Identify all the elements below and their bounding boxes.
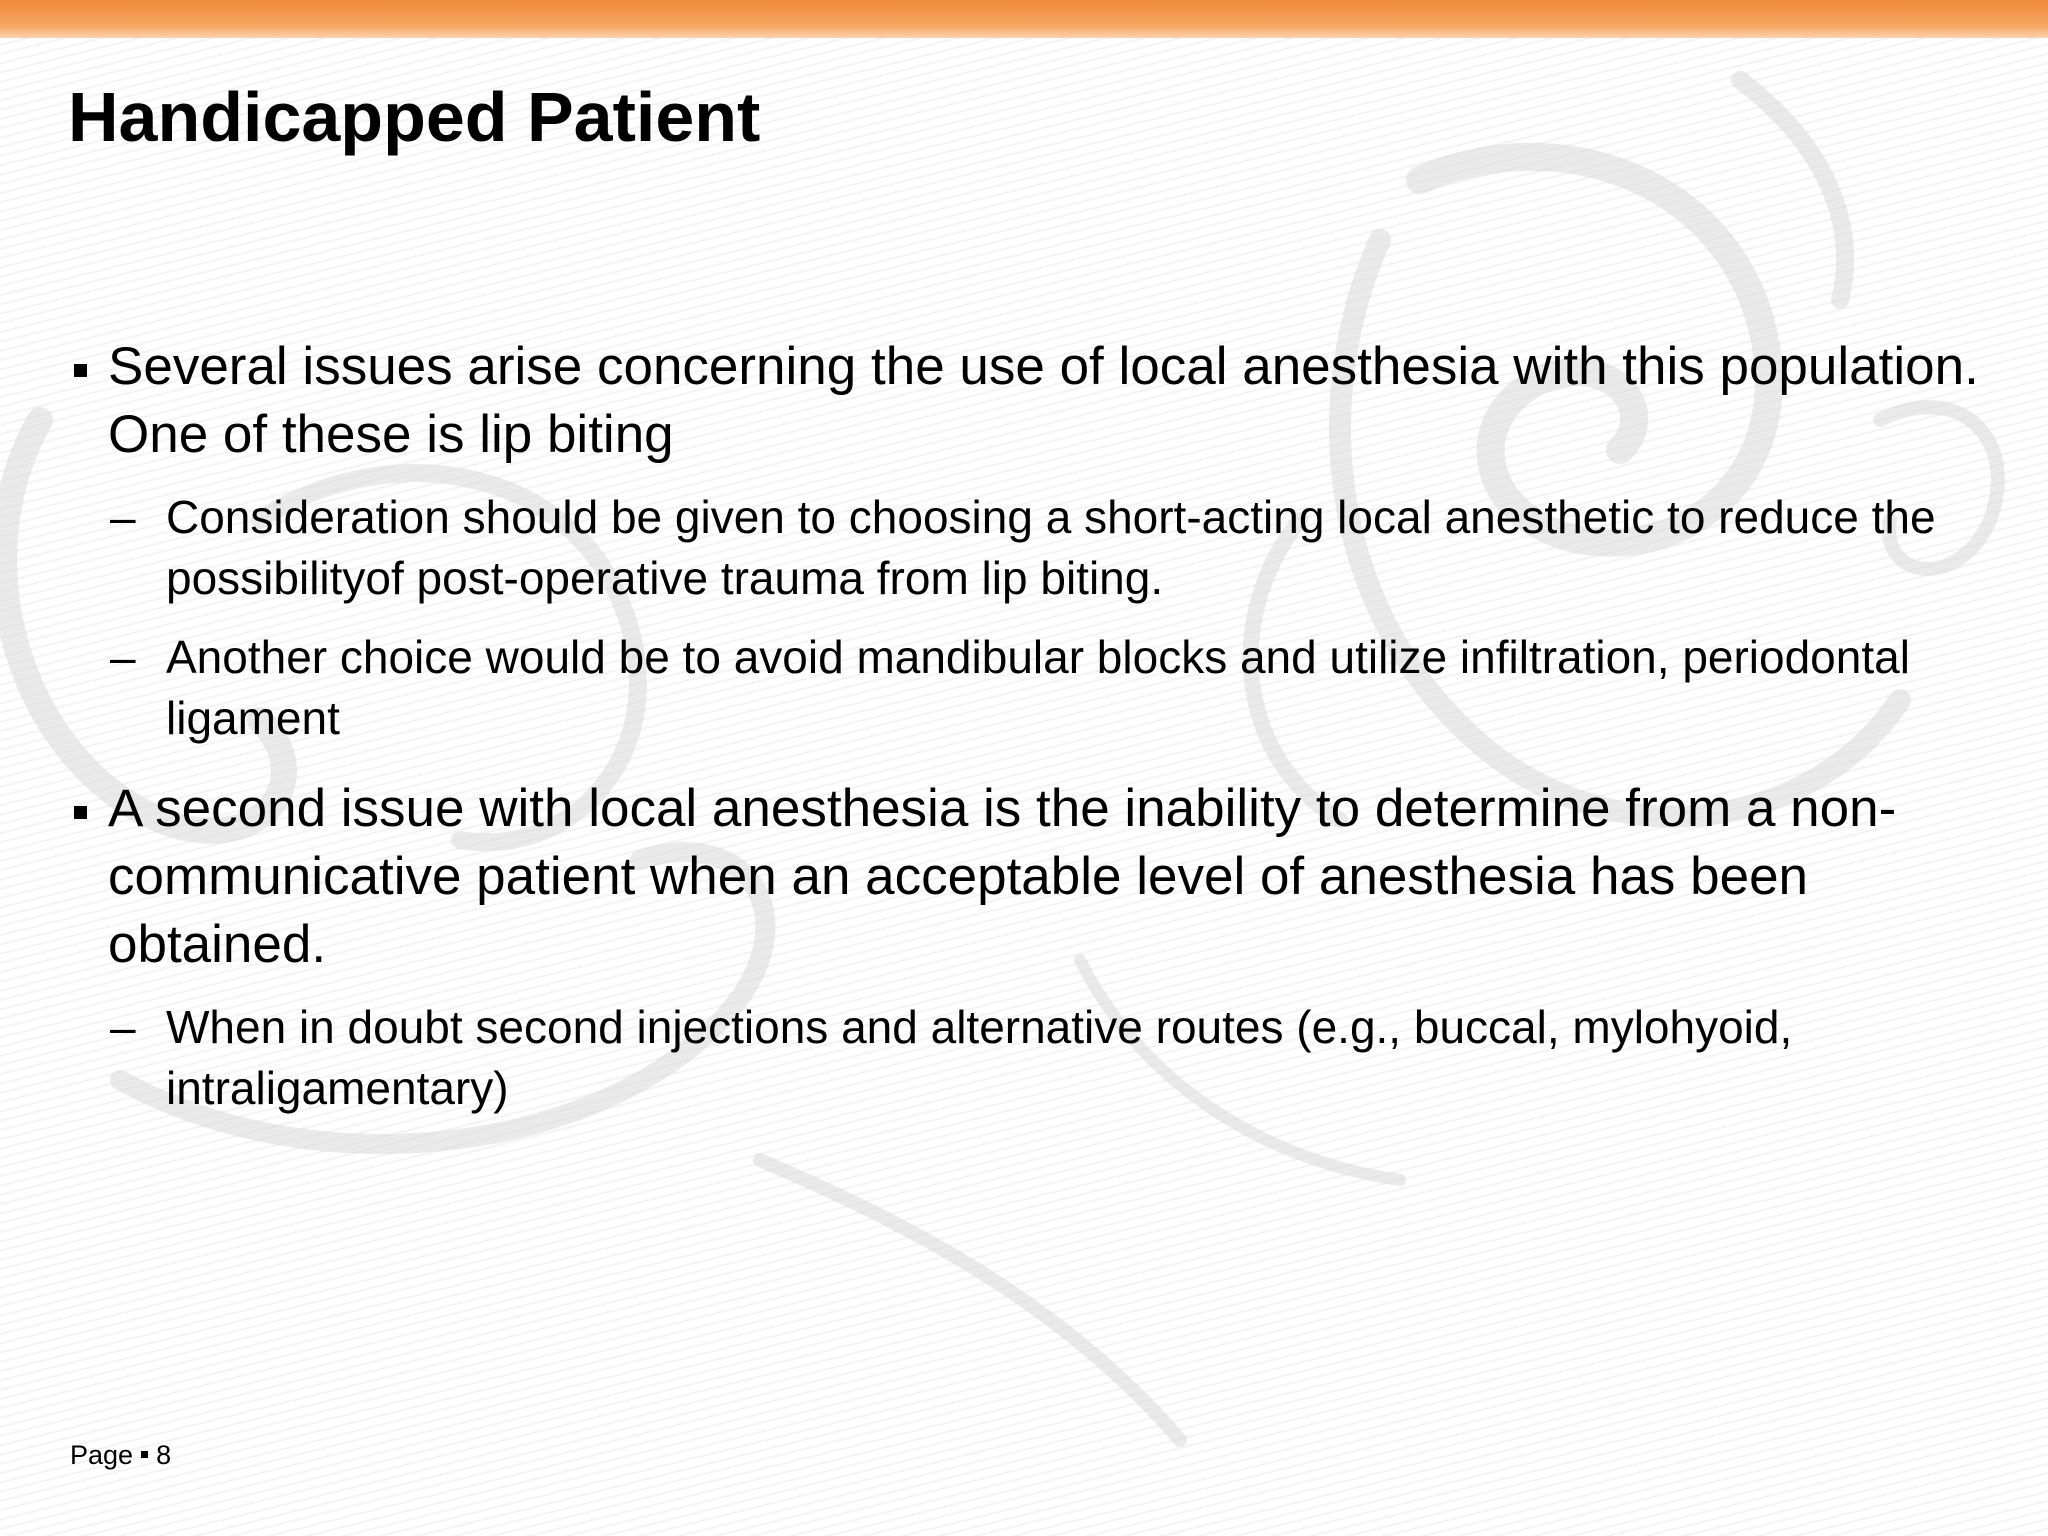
dash-marker: – [110,631,136,683]
sub-bullet-text: Consideration should be given to choosing a short-acting local anesthetic to reduce the possibilityof post-operative trauma from lip biting. [166,491,1936,604]
square-bullet-icon [74,364,87,377]
slide-content [68,333,1988,1119]
slide-title: Handicapped Patient [68,78,761,156]
sub-bullet-item [68,487,1988,609]
page-footer [70,1438,171,1472]
dash-marker: – [110,1001,136,1053]
sub-bullet-text: When in doubt second injections and alternative routes (e.g., buccal, mylohyoid, intraligamentary) [166,1001,1793,1114]
square-bullet-icon [74,806,87,819]
page-label: Page [70,1440,134,1470]
square-separator-icon [141,1451,148,1458]
sub-bullet-item [68,997,1988,1119]
bullet-item [68,333,1988,469]
bullet-text: Several issues arise concerning the use of local anesthesia with this population. One of these is lip biting [108,337,1979,464]
bullet-text: A second issue with local anesthesia is the inability to determine from a non-communicative patient when an acceptable level of anesthesia has been obtained. [108,779,1897,974]
bullet-item [68,775,1988,979]
top-accent-bar [0,0,2048,38]
page-number: 8 [156,1440,172,1470]
sub-bullet-item [68,627,1988,749]
dash-marker: – [110,491,136,543]
sub-bullet-text: Another choice would be to avoid mandibular blocks and utilize infiltration, periodontal ligament [166,631,1910,744]
